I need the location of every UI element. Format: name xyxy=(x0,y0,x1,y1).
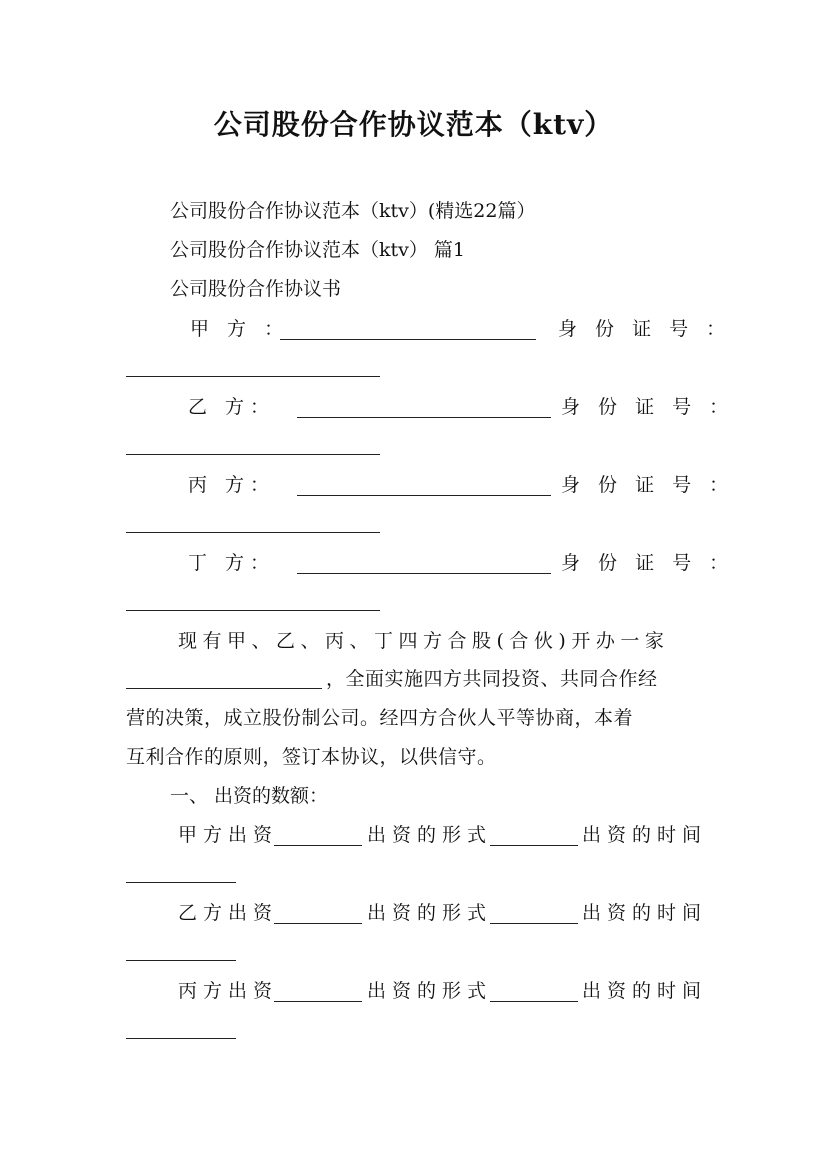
party-a-id-blank xyxy=(126,375,380,377)
party-a-id-label: 身 份 证 号 ： xyxy=(558,318,732,340)
contribution-c-amount-blank xyxy=(274,1000,362,1002)
paragraph-line-1: 现有甲、乙、丙、丁四方合股(合伙)开办一家 xyxy=(178,630,670,652)
contribution-c-time: 出资的时间 xyxy=(582,980,708,1002)
party-d-name-blank xyxy=(297,572,551,574)
contribution-b-amount-blank xyxy=(274,922,362,924)
party-a-name-blank xyxy=(280,338,536,340)
contribution-c-time-blank xyxy=(126,1037,236,1039)
party-d-label: 丁 方： xyxy=(188,552,276,574)
party-b-id-label: 身 份 证 号 ： xyxy=(561,396,735,418)
party-b-label: 乙 方： xyxy=(188,396,276,418)
contribution-c-form-blank xyxy=(490,1000,578,1002)
party-a-label: 甲 方 ： xyxy=(190,318,290,340)
intro-line-3: 公司股份合作协议书 xyxy=(170,278,342,300)
party-c-name-blank xyxy=(297,494,551,496)
party-d-id-blank xyxy=(126,609,380,611)
contribution-a-party: 甲方出资 xyxy=(178,824,279,846)
paragraph-line-2: ，全面实施四方共同投资、共同合作经 xyxy=(326,668,658,690)
party-c-label: 丙 方： xyxy=(188,474,276,496)
contribution-c-party: 丙方出资 xyxy=(178,980,279,1002)
party-b-name-blank xyxy=(297,416,551,418)
party-c-id-blank xyxy=(126,531,380,533)
party-b-id-blank xyxy=(126,453,380,455)
document-title: 公司股份合作协议范本（ktv） xyxy=(213,108,614,141)
contribution-b-time-blank xyxy=(126,959,236,961)
intro-line-2: 公司股份合作协议范本（ktv） 篇1 xyxy=(170,239,466,261)
company-name-blank xyxy=(126,687,322,689)
contribution-b-party: 乙方出资 xyxy=(178,902,279,924)
contribution-b-time: 出资的时间 xyxy=(582,902,708,924)
contribution-a-time: 出资的时间 xyxy=(582,824,708,846)
contribution-c-form: 出资的形式 xyxy=(367,980,493,1002)
contribution-a-form: 出资的形式 xyxy=(367,824,493,846)
intro-line-1: 公司股份合作协议范本（ktv）(精选22篇） xyxy=(170,200,536,222)
contribution-a-form-blank xyxy=(490,844,578,846)
contribution-b-form-blank xyxy=(490,922,578,924)
party-c-id-label: 身 份 证 号 ： xyxy=(561,474,735,496)
contribution-a-time-blank xyxy=(126,881,236,883)
contribution-a-amount-blank xyxy=(274,844,362,846)
section-1-heading: 一、 出资的数额： xyxy=(170,785,329,807)
paragraph-line-3: 营的决策，成立股份制公司。经四方合伙人平等协商，本着 xyxy=(126,707,634,729)
contribution-b-form: 出资的形式 xyxy=(367,902,493,924)
paragraph-line-4: 互利合作的原则，签订本协议，以供信守。 xyxy=(126,746,497,768)
party-d-id-label: 身 份 证 号 ： xyxy=(561,552,735,574)
